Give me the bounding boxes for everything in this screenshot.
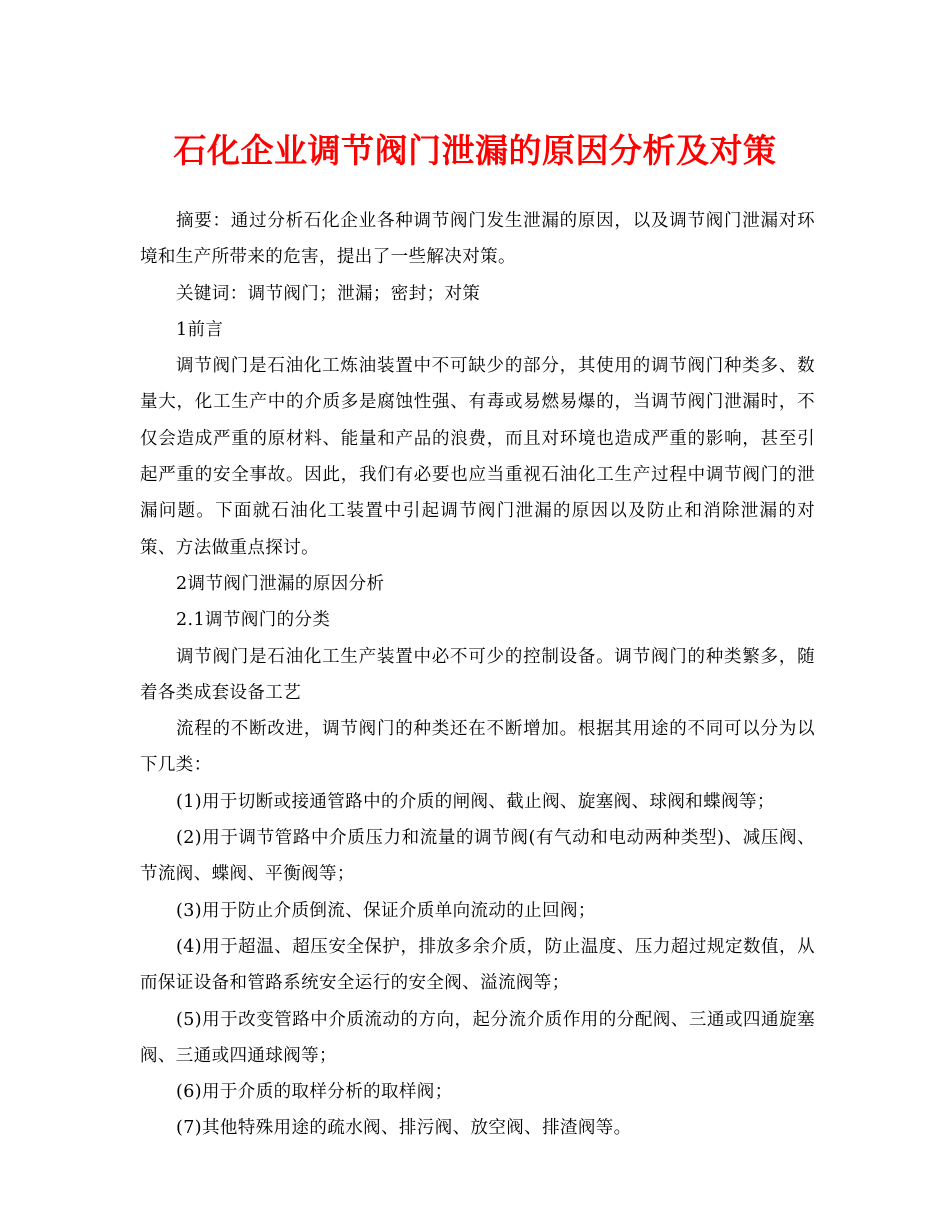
abstract-paragraph: 摘要：通过分析石化企业各种调节阀门发生泄漏的原因，以及调节阀门泄漏对环境和生产所带来的危害，提出了一些解决对策。 <box>140 211 815 268</box>
section-heading-1: 1前言 <box>176 319 224 340</box>
list-item: (7)其他特殊用途的疏水阀、排污阀、放空阀、排渣阀等。 <box>176 1118 632 1139</box>
section-heading-2: 2调节阀门泄漏的原因分析 <box>176 573 385 594</box>
keywords-paragraph: 关键词：调节阀门；泄漏；密封；对策 <box>176 283 481 304</box>
document-title: 石化企业调节阀门泄漏的原因分析及对策 <box>173 131 777 170</box>
list-item: (3)用于防止介质倒流、保证介质单向流动的止回阀； <box>176 900 596 921</box>
list-item: (4)用于超温、超压安全保护，排放多余介质，防止温度、压力超过规定数值，从而保证设备和管路系统安全运行的安全阀、溢流阀等； <box>140 936 815 994</box>
body-paragraph: 调节阀门是石油化工生产装置中必不可少的控制设备。调节阀门的种类繁多，随着各类成套设备工艺 <box>140 646 815 703</box>
list-item: (6)用于介质的取样分析的取样阀； <box>176 1082 453 1103</box>
body-paragraph: 调节阀门是石油化工炼油装置中不可缺少的部分，其使用的调节阀门种类多、数量大，化工生产中的介质多是腐蚀性强、有毒或易燃易爆的，当调节阀门泄漏时，不仅会造成严重的原材料、能量和产品的浪费，而且对环境也造成严重的影响，甚至引起严重的安全事故。因此，我们有必要也应当重视石油化工生产过程中调节阀门的泄漏问题。下面就石油化工装置中引起调节阀门泄漏的原因以及防止和消除泄漏的对策、方法做重点探讨。 <box>140 356 815 558</box>
list-item: (1)用于切断或接通管路中的介质的闸阀、截止阀、旋塞阀、球阀和蝶阀等； <box>176 791 775 812</box>
document-body <box>140 203 815 1147</box>
subsection-heading-2-1: 2.1调节阀门的分类 <box>176 610 331 631</box>
list-item: (2)用于调节管路中介质压力和流量的调节阀(有气动和电动两种类型)、减压阀、节流阀、蝶阀、平衡阀等； <box>140 828 815 885</box>
list-item: (5)用于改变管路中介质流动的方向，起分流介质作用的分配阀、三通或四通旋塞阀、三通或四通球阀等； <box>140 1009 815 1066</box>
body-paragraph: 流程的不断改进，调节阀门的种类还在不断增加。根据其用途的不同可以分为以下几类： <box>140 719 815 776</box>
